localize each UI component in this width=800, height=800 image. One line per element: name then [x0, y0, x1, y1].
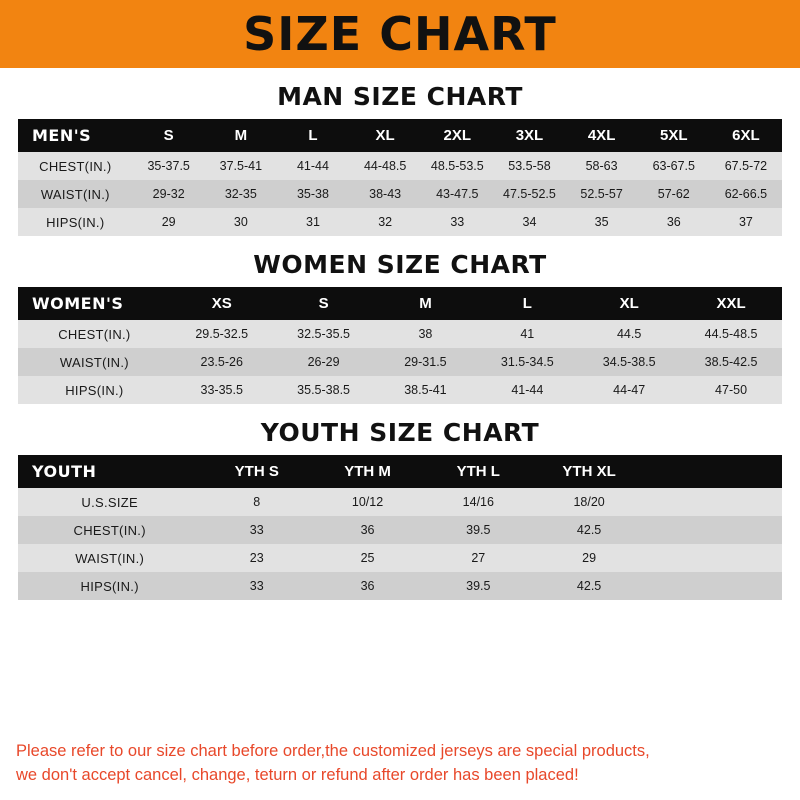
cell: 62-66.5 — [710, 180, 782, 208]
cell: 36 — [312, 516, 423, 544]
cell: 52.5-57 — [566, 180, 638, 208]
cell: 67.5-72 — [710, 152, 782, 180]
table-row — [18, 208, 782, 236]
women-size-table — [18, 287, 782, 404]
cell: 35-37.5 — [133, 152, 205, 180]
cell: 14/16 — [423, 488, 534, 516]
cell: 29 — [534, 544, 645, 572]
table-header-row — [18, 287, 782, 320]
cell-empty — [644, 572, 782, 600]
cell: 41-44 — [277, 152, 349, 180]
cell: 31 — [277, 208, 349, 236]
row-label: CHEST(IN.) — [18, 516, 201, 544]
cell: 39.5 — [423, 516, 534, 544]
cell: 23 — [201, 544, 312, 572]
cell: 29 — [133, 208, 205, 236]
section-women — [18, 250, 782, 404]
cell: 44-47 — [578, 376, 680, 404]
cell: 38.5-41 — [375, 376, 477, 404]
charts-container — [0, 68, 800, 730]
footer-line-1: Please refer to our size chart before order,the customized jerseys are special products, — [16, 742, 650, 761]
row-label: WAIST(IN.) — [18, 544, 201, 572]
cell: 44.5-48.5 — [680, 320, 782, 348]
cell: 23.5-26 — [171, 348, 273, 376]
cell: 44.5 — [578, 320, 680, 348]
cell: 47.5-52.5 — [493, 180, 565, 208]
section-title-women: WOMEN SIZE CHART — [253, 250, 547, 279]
row-label: WAIST(IN.) — [18, 348, 171, 376]
cell: 35-38 — [277, 180, 349, 208]
section-title-men: MAN SIZE CHART — [277, 82, 523, 111]
cell: 36 — [312, 572, 423, 600]
cell: 47-50 — [680, 376, 782, 404]
cell: 35.5-38.5 — [273, 376, 375, 404]
table-row — [18, 152, 782, 180]
table-row — [18, 180, 782, 208]
column-header: S — [273, 287, 375, 320]
cell: 33 — [421, 208, 493, 236]
column-header: 3XL — [493, 119, 565, 152]
cell: 38.5-42.5 — [680, 348, 782, 376]
column-header: L — [277, 119, 349, 152]
cell: 32-35 — [205, 180, 277, 208]
cell: 30 — [205, 208, 277, 236]
cell: 29-31.5 — [375, 348, 477, 376]
footer-disclaimer — [0, 730, 800, 800]
cell: 44-48.5 — [349, 152, 421, 180]
column-header: XS — [171, 287, 273, 320]
row-label: HIPS(IN.) — [18, 572, 201, 600]
table-row — [18, 516, 782, 544]
column-header: YTH S — [201, 455, 312, 488]
cell: 58-63 — [566, 152, 638, 180]
column-header: 4XL — [566, 119, 638, 152]
page-title: SIZE CHART — [243, 7, 557, 61]
cell: 38-43 — [349, 180, 421, 208]
row-label: U.S.SIZE — [18, 488, 201, 516]
column-header: YTH M — [312, 455, 423, 488]
cell: 32 — [349, 208, 421, 236]
cell: 63-67.5 — [638, 152, 710, 180]
cell: 43-47.5 — [421, 180, 493, 208]
cell: 33 — [201, 572, 312, 600]
row-label: WAIST(IN.) — [18, 180, 133, 208]
cell: 41 — [476, 320, 578, 348]
cell: 25 — [312, 544, 423, 572]
cell: 34.5-38.5 — [578, 348, 680, 376]
cell: 27 — [423, 544, 534, 572]
column-header: XL — [349, 119, 421, 152]
cell: 10/12 — [312, 488, 423, 516]
row-label: HIPS(IN.) — [18, 376, 171, 404]
column-header: YTH XL — [534, 455, 645, 488]
table-header-row — [18, 455, 782, 488]
column-header: M — [375, 287, 477, 320]
footer-line-2: we don't accept cancel, change, teturn or refund after order has been placed! — [16, 766, 579, 785]
cell: 8 — [201, 488, 312, 516]
cell-empty — [644, 544, 782, 572]
table-corner-label: MEN'S — [18, 119, 133, 152]
cell-empty — [644, 488, 782, 516]
cell: 26-29 — [273, 348, 375, 376]
column-header: L — [476, 287, 578, 320]
cell: 32.5-35.5 — [273, 320, 375, 348]
section-title-youth: YOUTH SIZE CHART — [260, 418, 540, 447]
column-header-empty — [644, 455, 782, 488]
cell: 29-32 — [133, 180, 205, 208]
column-header: 6XL — [710, 119, 782, 152]
cell: 37 — [710, 208, 782, 236]
column-header: YTH L — [423, 455, 534, 488]
cell: 18/20 — [534, 488, 645, 516]
column-header: 5XL — [638, 119, 710, 152]
cell: 36 — [638, 208, 710, 236]
header-banner — [0, 0, 800, 68]
section-youth — [18, 418, 782, 600]
table-corner-label: YOUTH — [18, 455, 201, 488]
cell: 39.5 — [423, 572, 534, 600]
cell: 38 — [375, 320, 477, 348]
column-header: M — [205, 119, 277, 152]
table-row — [18, 572, 782, 600]
row-label: CHEST(IN.) — [18, 320, 171, 348]
cell: 53.5-58 — [493, 152, 565, 180]
column-header: XXL — [680, 287, 782, 320]
cell: 37.5-41 — [205, 152, 277, 180]
cell: 42.5 — [534, 516, 645, 544]
cell: 48.5-53.5 — [421, 152, 493, 180]
cell: 41-44 — [476, 376, 578, 404]
column-header: S — [133, 119, 205, 152]
table-row — [18, 348, 782, 376]
section-men — [18, 82, 782, 236]
cell: 33-35.5 — [171, 376, 273, 404]
cell-empty — [644, 516, 782, 544]
column-header: 2XL — [421, 119, 493, 152]
cell: 29.5-32.5 — [171, 320, 273, 348]
row-label: CHEST(IN.) — [18, 152, 133, 180]
cell: 42.5 — [534, 572, 645, 600]
men-size-table — [18, 119, 782, 236]
cell: 31.5-34.5 — [476, 348, 578, 376]
youth-size-table — [18, 455, 782, 600]
table-row — [18, 376, 782, 404]
row-label: HIPS(IN.) — [18, 208, 133, 236]
table-corner-label: WOMEN'S — [18, 287, 171, 320]
table-header-row — [18, 119, 782, 152]
cell: 57-62 — [638, 180, 710, 208]
table-row — [18, 320, 782, 348]
column-header: XL — [578, 287, 680, 320]
table-row — [18, 488, 782, 516]
cell: 33 — [201, 516, 312, 544]
cell: 34 — [493, 208, 565, 236]
table-row — [18, 544, 782, 572]
cell: 35 — [566, 208, 638, 236]
